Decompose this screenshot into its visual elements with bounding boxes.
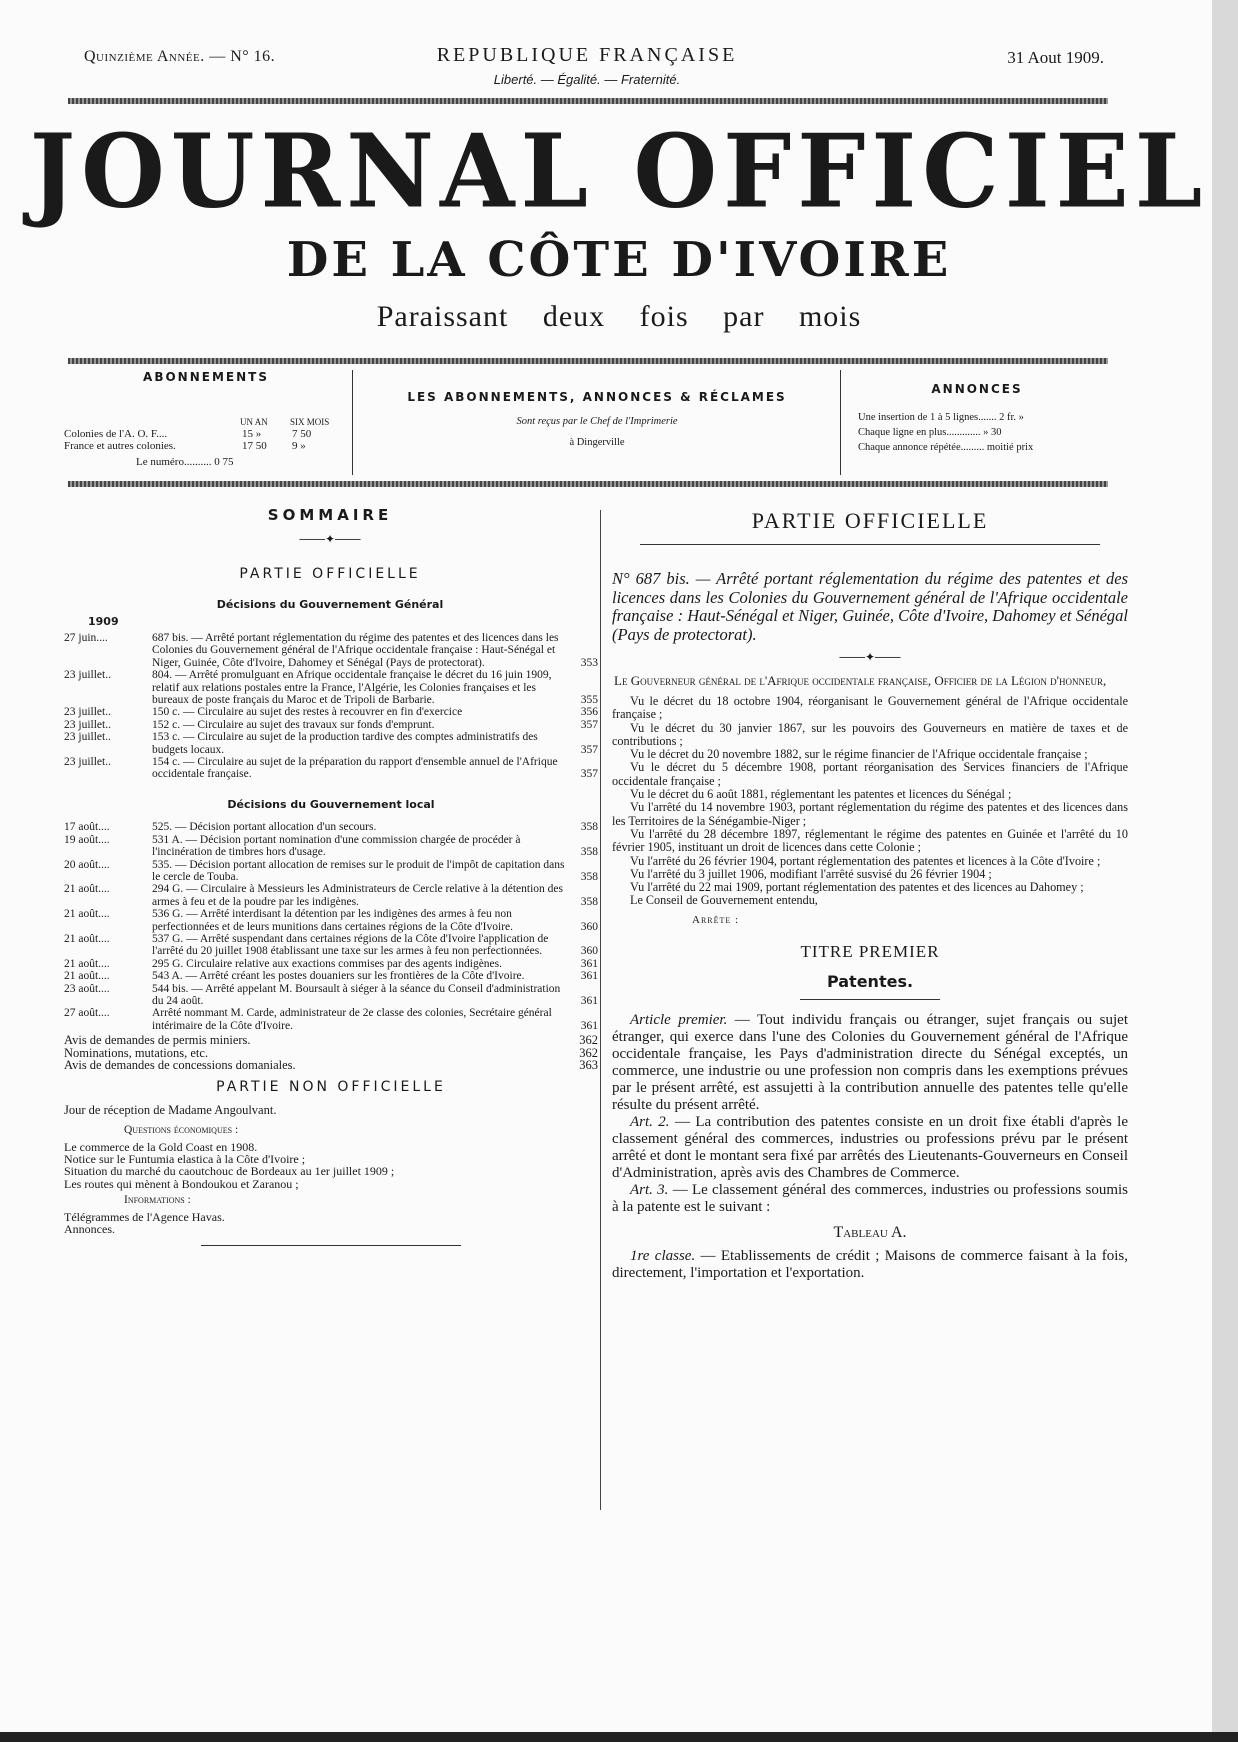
entry-date: 23 juillet.. <box>64 731 111 744</box>
list-item <box>64 821 598 833</box>
entry-page: 362 <box>579 1033 598 1048</box>
entry-page: 361 <box>580 957 598 970</box>
entry-page: 358 <box>580 821 598 834</box>
motto: Liberté. — Égalité. — Fraternité. <box>493 72 681 87</box>
article-label: Article premier. <box>630 1011 728 1028</box>
entry-text: 150 c. — Circulaire au sujet des restes à recouvrer en fin d'exercice <box>152 706 463 719</box>
article-3 <box>612 1182 1128 1216</box>
row-half: 9 » <box>292 440 306 452</box>
entry-page: 356 <box>580 706 598 719</box>
entry-date: 23 août.... <box>64 982 110 995</box>
reclames-title: LES ABONNEMENTS, ANNONCES & RÉCLAMES <box>407 390 787 404</box>
gouverneur-line: Le Gouverneur général de l'Afrique occidentale française, Officier de la Légion d'honneur, <box>614 673 1107 688</box>
entry-date: 27 juin.... <box>64 632 108 644</box>
masthead-frequency: Paraissant deux fois par mois <box>376 300 862 333</box>
entry-text: 544 bis. — Arrêté appelant M. Boursault à siéger à la séance du Conseil d'administration du 24 août. <box>152 982 561 1007</box>
patentes-rule <box>800 999 940 1000</box>
entry-text: 535. — Décision portant allocation de remises sur le produit de l'impôt de capitation dans le cercle de Touba. <box>152 858 565 883</box>
entry-page: 361 <box>580 1019 598 1032</box>
entry-page: 360 <box>580 945 598 958</box>
ornament: ───✦─── <box>839 650 901 664</box>
entry-text: 153 c. — Circulaire au sujet de la production tardive des comptes administratifs des budgets locaux. <box>152 731 538 756</box>
article-text: — Tout individu français ou étranger, sujet français ou sujet étranger, qui exerce dans l'une des Colonies du Gouvernement général de l'Afrique occidentale française, les Pays d'administration directe du Sénégal exceptés, un commerce, une industrie ou une profession non compris dans les exemptions prévues par le présent arrêté, est assujetti à la contribution annuelle des patentes telle qu'elle résulte du présent arrêté. <box>612 1011 1128 1113</box>
classe-1 <box>612 1248 1128 1282</box>
entry-page: 362 <box>579 1045 598 1060</box>
list-item <box>64 970 598 982</box>
entry-date: 23 juillet.. <box>64 669 111 682</box>
row-year: 15 » <box>242 428 262 440</box>
sommaire-year: 1909 <box>88 615 119 628</box>
vu-item: Vu le décret du 5 décembre 1908, portant réorganisation des Services financiers de l'Afrique occidentale française ; <box>612 760 1128 788</box>
entry-page: 357 <box>580 743 598 756</box>
titre-premier: TITRE PREMIER <box>800 941 940 961</box>
header-rule <box>68 98 1108 104</box>
row-label: France et autres colonies. <box>64 440 176 452</box>
entry-date: 27 août.... <box>64 1007 110 1020</box>
entry-date: 17 août.... <box>64 821 110 834</box>
list-item <box>64 719 598 731</box>
question-item: Notice sur le Funtumia elastica à la Côte d'Ivoire ; <box>64 1152 306 1167</box>
questions-title: Questions économiques : <box>124 1124 239 1137</box>
entry-text: Avis de demandes de permis miniers. <box>64 1033 251 1048</box>
vus-list <box>612 695 1128 908</box>
vu-item: Vu le décret du 30 janvier 1867, sur les pouvoirs des Gouverneurs en matière de taxes et de contributions ; <box>612 720 1128 748</box>
row-half: 7 50 <box>292 428 312 440</box>
entry-date: 21 août.... <box>64 970 110 983</box>
header-line <box>62 38 1112 87</box>
col-header-year: UN AN <box>240 417 268 427</box>
entry-text: 804. — Arrêté promulguant en Afrique occidentale française le décret du 16 juin 1909, relatif aux relations postales entre la France, l'Algérie, les Colonies françaises et les bureaux de poste français du Maroc et de Tripoli de Barbarie. <box>152 669 552 707</box>
vu-item: Le Conseil de Gouvernement entendu, <box>630 893 818 908</box>
vu-item: Vu l'arrêté du 28 décembre 1897, réglementant le régime des patentes en Guinée et l'arrêté du 10 février 1905, instituant un droit de licences dans cette Colonie ; <box>612 826 1128 855</box>
information-item: Annonces. <box>64 1222 115 1237</box>
entry-page: 361 <box>580 970 598 983</box>
entry-page: 360 <box>580 920 598 933</box>
entry-date: 23 juillet.. <box>64 706 111 719</box>
row-year: 17 50 <box>242 440 267 452</box>
reception-line: Jour de réception de Madame Angoulvant. <box>64 1102 277 1117</box>
entry-text: 295 G. Circulaire relative aux exactions commises par des agents indigènes. <box>152 957 503 970</box>
list-item <box>64 958 598 970</box>
masthead-subtitle: DE LA CÔTE D'IVOIRE <box>286 232 952 288</box>
vu-item: Vu l'arrêté du 3 juillet 1906, modifiant l'arrêté susvisé du 26 février 1904 ; <box>630 866 992 881</box>
annonces-title: ANNONCES <box>931 382 1023 396</box>
sommaire-section2: Décisions du Gouvernement local <box>227 797 435 811</box>
article-text: — Le classement général des commerces, industries ou professions soumis à la patente est le suivant : <box>612 1181 1128 1215</box>
republic-title: REPUBLIQUE FRANÇAISE <box>436 44 738 66</box>
reclames-line1: Sont reçus par le Chef de l'Imprimerie <box>516 416 678 427</box>
partie-officielle-title: PARTIE OFFICIELLE <box>751 508 989 533</box>
tableau-heading: Tableau A. <box>833 1223 907 1241</box>
sommaire-section1: Décisions du Gouvernement Général <box>216 598 444 611</box>
sommaire-title: SOMMAIRE <box>267 506 393 524</box>
entry-date: 23 juillet.. <box>64 718 111 731</box>
list-item <box>64 983 598 1008</box>
arrete-word: Arrête : <box>692 913 740 926</box>
article-label: Art. 3. <box>630 1181 669 1198</box>
col-header-half: SIX MOIS <box>290 417 330 427</box>
entry-page: 357 <box>580 768 598 781</box>
entry-page: 358 <box>580 870 598 883</box>
entry-text: 294 G. — Circulaire à Messieurs les Administrateurs de Cercle relative à la détention des armes à feu et de la poudre par les indigènes. <box>152 883 564 908</box>
abonnements-box <box>64 370 348 475</box>
list-item <box>64 669 598 706</box>
entry-page: 353 <box>580 656 598 669</box>
officielle-body <box>612 570 1128 1282</box>
box-bottom-rule <box>68 481 1108 487</box>
entry-date: 23 juillet.. <box>64 756 111 769</box>
entry-text: 537 G. — Arrêté suspendant dans certaines régions de la Côte d'Ivoire l'application de l'arrêté du 20 juillet 1908 établissant une taxe sur les armes à feu non perfectionnées. <box>152 932 549 958</box>
list-item <box>64 1034 598 1046</box>
question-item: Les routes qui mènent à Bondoukou et Zaranou ; <box>64 1176 299 1191</box>
reclames-line2: à Dingerville <box>569 437 625 448</box>
entry-page: 363 <box>579 1058 598 1072</box>
title-rule <box>640 544 1100 545</box>
patentes-heading: Patentes. <box>826 971 914 991</box>
classe-text: — Etablissements de crédit ; Maisons de commerce faisant à la fois, directement, l'importation et l'exportation. <box>612 1247 1128 1281</box>
ornament: ───✦─── <box>299 532 361 546</box>
vu-item: Vu l'arrêté du 22 mai 1909, portant réglementation des patentes et des licences au Dahomey ; <box>630 880 1084 895</box>
abonnements-title: ABONNEMENTS <box>143 370 269 384</box>
information-item: Télégrammes de l'Agence Havas. <box>64 1209 225 1224</box>
list-item <box>64 731 598 756</box>
annonces-line: Chaque ligne en plus............. » 30 <box>858 427 1002 438</box>
entry-page: 357 <box>580 718 598 731</box>
entry-date: 21 août.... <box>64 908 110 921</box>
row-label: Colonies de l'A. O. F.... <box>64 428 168 440</box>
entry-text: Avis de demandes de concessions domaniales. <box>64 1058 296 1072</box>
entry-page: 361 <box>580 994 598 1007</box>
entry-text: Arrêté nommant M. Carde, administrateur de 2e classe des colonies, Secrétaire général intérimaire de la Côte d'Ivoire. <box>152 1007 552 1032</box>
vu-item: Vu le décret du 20 novembre 1882, sur le régime financier de l'Afrique occidentale française ; <box>630 747 1088 762</box>
list-item <box>64 834 598 859</box>
arrete-heading: N° 687 bis. — Arrêté portant réglementation du régime des patentes et des licences dans les Colonies du Gouvernement général de l'Afrique occidentale française : Haut-Sénégal et Niger, Guinée, Côte d'Ivoire, Dahomey et Sénégal (Pays de protectorat). <box>612 569 1128 644</box>
issue-number: Quinzième Année. — N° 16. <box>84 48 276 65</box>
list-item <box>64 706 598 718</box>
box-divider <box>840 370 841 475</box>
list-item <box>64 1059 598 1071</box>
vu-item: Vu le décret du 18 octobre 1904, réorganisant le Gouvernement général de l'Afrique occidentale française ; <box>612 694 1128 722</box>
scan-bottom-edge <box>0 1732 1238 1742</box>
end-rule <box>201 1245 461 1246</box>
list-item <box>64 883 598 908</box>
vu-item: Vu l'arrêté du 14 novembre 1903, portant réglementation du régime des patentes et des licences dans les Territoires de la Sénégambie-Niger ; <box>612 800 1128 828</box>
article-2 <box>612 1114 1128 1182</box>
entry-date: 20 août.... <box>64 858 110 871</box>
entry-text: 543 A. — Arrêté créant les postes douaniers sur les frontières de la Côte d'Ivoire. <box>152 970 525 983</box>
entry-page: 358 <box>580 846 598 859</box>
entry-page: 358 <box>580 895 598 908</box>
entry-text: 687 bis. — Arrêté portant réglementation du régime des patentes et des licences dans les Colonies du Gouvernement général de l'Afrique occidentale française : Haut-Sénégal et Niger, Guinée, Côte d'Ivoire, Dahomey et Sénégal (Pays de protectorat). <box>152 632 559 669</box>
entry-page: 355 <box>580 694 598 707</box>
entry-text: Nominations, mutations, etc. <box>64 1045 209 1060</box>
issue-date: 31 Aout 1909. <box>1007 48 1104 67</box>
question-item: Le commerce de la Gold Coast en 1908. <box>64 1139 258 1154</box>
vu-item: Vu l'arrêté du 26 février 1904, portant réglementation des patentes et licences à la Côte d'Ivoire ; <box>630 853 1101 868</box>
entry-date: 21 août.... <box>64 957 110 970</box>
list-item <box>64 632 598 669</box>
entry-date: 21 août.... <box>64 883 110 896</box>
entry-text: 152 c. — Circulaire au sujet des travaux sur fonds d'emprunt. <box>152 718 435 731</box>
list-item <box>64 859 598 884</box>
article-text: — La contribution des patentes consiste en un droit fixe établi d'après le classement général des commerces, industries ou professions prévu par le présent arrêté et dont le montant sera fixé par arrêtés des Lieutenants-Gouverneurs en Conseil d'Administration, après avis des Chambres de Commerce. <box>612 1113 1128 1181</box>
entry-text: 525. — Décision portant allocation d'un secours. <box>152 821 377 834</box>
column-rule <box>600 510 601 1510</box>
question-item: Situation du marché du caoutchouc de Bordeaux au 1er juillet 1909 ; <box>64 1164 395 1179</box>
article-label: Art. 2. <box>630 1113 670 1130</box>
entry-text: 536 G. — Arrêté interdisant la détention par les indigènes des armes à feu non perfectionnées et de leurs munitions dans certaines régions de la Côte d'Ivoire. <box>152 908 514 933</box>
entry-text: 154 c. — Circulaire au sujet de la préparation du rapport d'ensemble annuel de l'Afrique occidentale française. <box>152 756 558 781</box>
sommaire-entries-general <box>64 632 598 1246</box>
entry-text: 531 A. — Décision portant nomination d'une commission chargée de procéder à l'incinération de timbres hors d'usage. <box>152 833 521 859</box>
annonces-line: Chaque annonce répétée......... moitié prix <box>858 442 1034 453</box>
classe-label: 1re classe. <box>630 1247 696 1264</box>
sommaire-partie-officielle: PARTIE OFFICIELLE <box>239 566 421 582</box>
annonces-line: Une insertion de 1 à 5 lignes....... 2 fr. » <box>858 412 1024 423</box>
sommaire-non-officielle: PARTIE NON OFFICIELLE <box>216 1079 446 1096</box>
numero-price: Le numéro.......... 0 75 <box>136 456 234 468</box>
list-item <box>64 908 598 933</box>
list-item <box>64 756 598 781</box>
list-item <box>64 1007 598 1032</box>
annonces-box <box>846 370 1108 475</box>
masthead-title: JOURNAL OFFICIEL <box>29 112 1209 231</box>
box-divider <box>352 370 353 475</box>
entry-date: 21 août.... <box>64 932 110 945</box>
box-top-rule <box>68 358 1108 364</box>
article-1 <box>612 1012 1128 1114</box>
list-item <box>64 933 598 958</box>
informations-title: Informations : <box>124 1194 191 1207</box>
vu-item: Vu le décret du 6 août 1881, réglementant les patentes et licences du Sénégal ; <box>630 787 1012 802</box>
entry-date: 19 août.... <box>64 833 110 846</box>
reclames-box <box>356 370 838 475</box>
